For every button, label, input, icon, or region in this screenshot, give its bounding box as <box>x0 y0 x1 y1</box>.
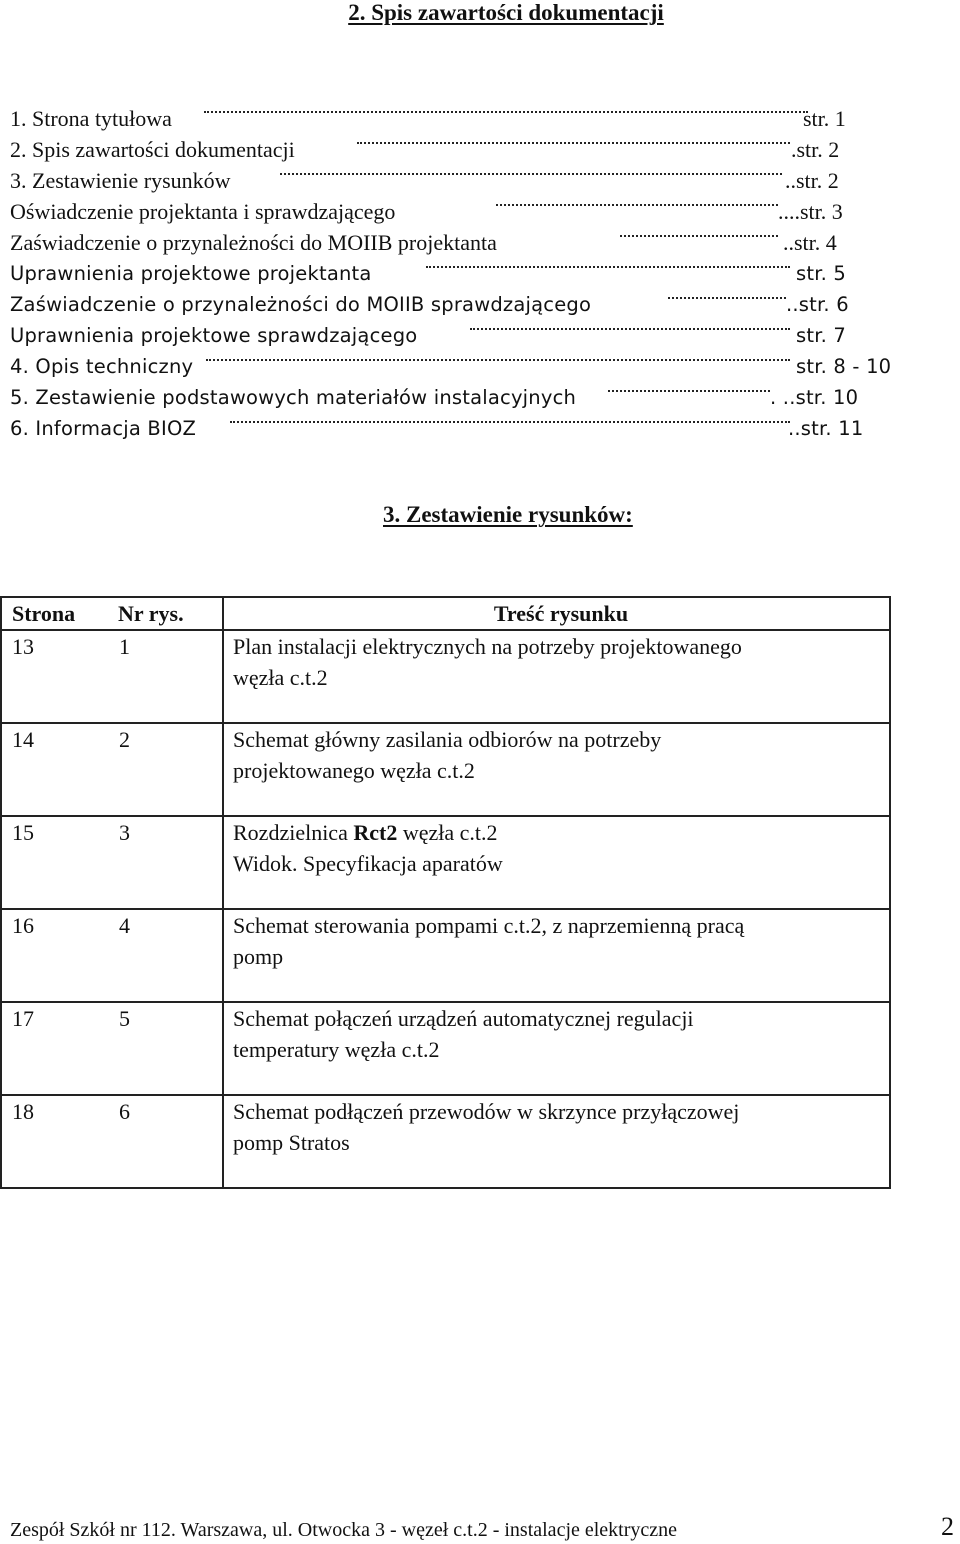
toc-item <box>10 227 910 258</box>
toc-item-page: str. 1 <box>803 106 846 131</box>
cell-page: 18 <box>1 1095 116 1188</box>
switchboard-code: Rct2 <box>353 820 398 845</box>
column-header-content: Treść rysunku <box>223 597 890 630</box>
cell-content <box>223 816 890 909</box>
toc-item <box>10 258 910 289</box>
toc-leader <box>470 328 790 330</box>
toc-item-page: .str. 2 <box>791 137 840 162</box>
cell-content <box>223 1095 890 1188</box>
toc-item-label: 2. Spis zawartości dokumentacji <box>10 137 295 162</box>
column-header-number: Nr rys. <box>116 597 223 630</box>
cell-number: 6 <box>116 1095 223 1188</box>
cell-page: 15 <box>1 816 116 909</box>
table-row <box>1 1002 890 1095</box>
toc-item-label: 4. Opis techniczny <box>10 355 194 378</box>
toc-leader <box>206 359 790 361</box>
toc-item-page: ..str. 4 <box>783 230 837 255</box>
toc-item-page: ..str. 6 <box>786 293 849 316</box>
cell-content-text: Rozdzielnica <box>233 820 354 845</box>
cell-content-line: węzła c.t.2 <box>233 665 328 690</box>
cell-page: 13 <box>1 630 116 723</box>
toc-item <box>10 196 910 227</box>
cell-number: 1 <box>116 630 223 723</box>
toc-leader <box>426 266 790 268</box>
cell-content-line: temperatury węzła c.t.2 <box>233 1037 440 1062</box>
toc-item-label: Zaświadczenie o przynależności do MOIIB projektanta <box>10 230 497 255</box>
cell-content <box>223 723 890 816</box>
cell-content-line: Schemat sterowania pompami c.t.2, z naprzemienną pracą <box>233 913 745 938</box>
toc-item-page: ..str. 11 <box>788 417 864 440</box>
toc-leader <box>608 390 770 392</box>
drawings-table <box>0 596 891 1189</box>
toc-leader <box>620 235 778 237</box>
cell-content-text: węzła c.t.2 <box>397 820 498 845</box>
toc-item <box>10 134 910 165</box>
cell-content <box>223 909 890 1002</box>
cell-page: 14 <box>1 723 116 816</box>
toc-leader <box>496 204 778 206</box>
toc-item-label: Oświadczenie projektanta i sprawdzającego <box>10 199 396 224</box>
toc-leader <box>230 421 790 423</box>
toc-leader <box>280 173 782 175</box>
cell-page: 17 <box>1 1002 116 1095</box>
toc-item-page: ....str. 3 <box>778 199 843 224</box>
toc-item <box>10 289 910 320</box>
cell-content-line: Schemat główny zasilania odbiorów na potrzeby <box>233 727 662 752</box>
table-row <box>1 816 890 909</box>
page-number: 2 <box>941 1512 954 1541</box>
table-row <box>1 723 890 816</box>
toc-item <box>10 320 910 351</box>
page-title: 2. Spis zawartości dokumentacji <box>348 0 664 25</box>
toc-item <box>10 351 910 382</box>
toc-item-label: 3. Zestawienie rysunków <box>10 168 231 193</box>
toc-item-page: ..str. 2 <box>785 168 839 193</box>
toc-leader <box>357 142 790 144</box>
cell-content <box>223 1002 890 1095</box>
cell-content-line: Schemat podłączeń przewodów w skrzynce przyłączowej <box>233 1099 740 1124</box>
toc-item-label: 5. Zestawienie podstawowych materiałów instalacyjnych <box>10 386 577 409</box>
table-header-row <box>1 597 890 630</box>
cell-content-line: Schemat połączeń urządzeń automatycznej regulacji <box>233 1006 694 1031</box>
drawings-section-title: 3. Zestawienie rysunków: <box>383 502 633 527</box>
toc-item-label: Uprawnienia projektowe projektanta <box>10 262 372 285</box>
cell-number: 3 <box>116 816 223 909</box>
cell-page: 16 <box>1 909 116 1002</box>
toc-item <box>10 382 910 413</box>
table-row <box>1 909 890 1002</box>
toc-item-label: Uprawnienia projektowe sprawdzającego <box>10 324 418 347</box>
cell-content-line: pomp Stratos <box>233 1130 350 1155</box>
cell-number: 4 <box>116 909 223 1002</box>
table-row <box>1 630 890 723</box>
toc-item-label: 1. Strona tytułowa <box>10 106 172 131</box>
cell-number: 5 <box>116 1002 223 1095</box>
table-of-contents <box>10 103 910 444</box>
toc-item <box>10 413 910 444</box>
toc-item-page: str. 5 <box>796 262 847 285</box>
toc-item-page: str. 7 <box>796 324 847 347</box>
cell-number: 2 <box>116 723 223 816</box>
toc-item <box>10 103 910 134</box>
page-footer: Zespół Szkół nr 112. Warszawa, ul. Otwocka 3 - węzeł c.t.2 - instalacje elektryczne <box>10 1519 678 1541</box>
toc-item-page: str. 8 - 10 <box>796 355 892 378</box>
cell-content-line <box>233 817 889 848</box>
toc-item-label: Zaświadczenie o przynależności do MOIIB sprawdzającego <box>10 293 592 316</box>
cell-content-line: Widok. Specyfikacja aparatów <box>233 851 503 876</box>
table-row <box>1 1095 890 1188</box>
cell-content <box>223 630 890 723</box>
toc-item-page: . ..str. 10 <box>770 386 859 409</box>
toc-leader <box>668 297 786 299</box>
toc-leader <box>204 111 808 113</box>
cell-content-line: pomp <box>233 944 284 969</box>
column-header-page: Strona <box>1 597 116 630</box>
toc-item-label: 6. Informacja BIOZ <box>10 417 197 440</box>
cell-content-line: Plan instalacji elektrycznych na potrzeby projektowanego <box>233 634 742 659</box>
cell-content-line: projektowanego węzła c.t.2 <box>233 758 475 783</box>
toc-item <box>10 165 910 196</box>
